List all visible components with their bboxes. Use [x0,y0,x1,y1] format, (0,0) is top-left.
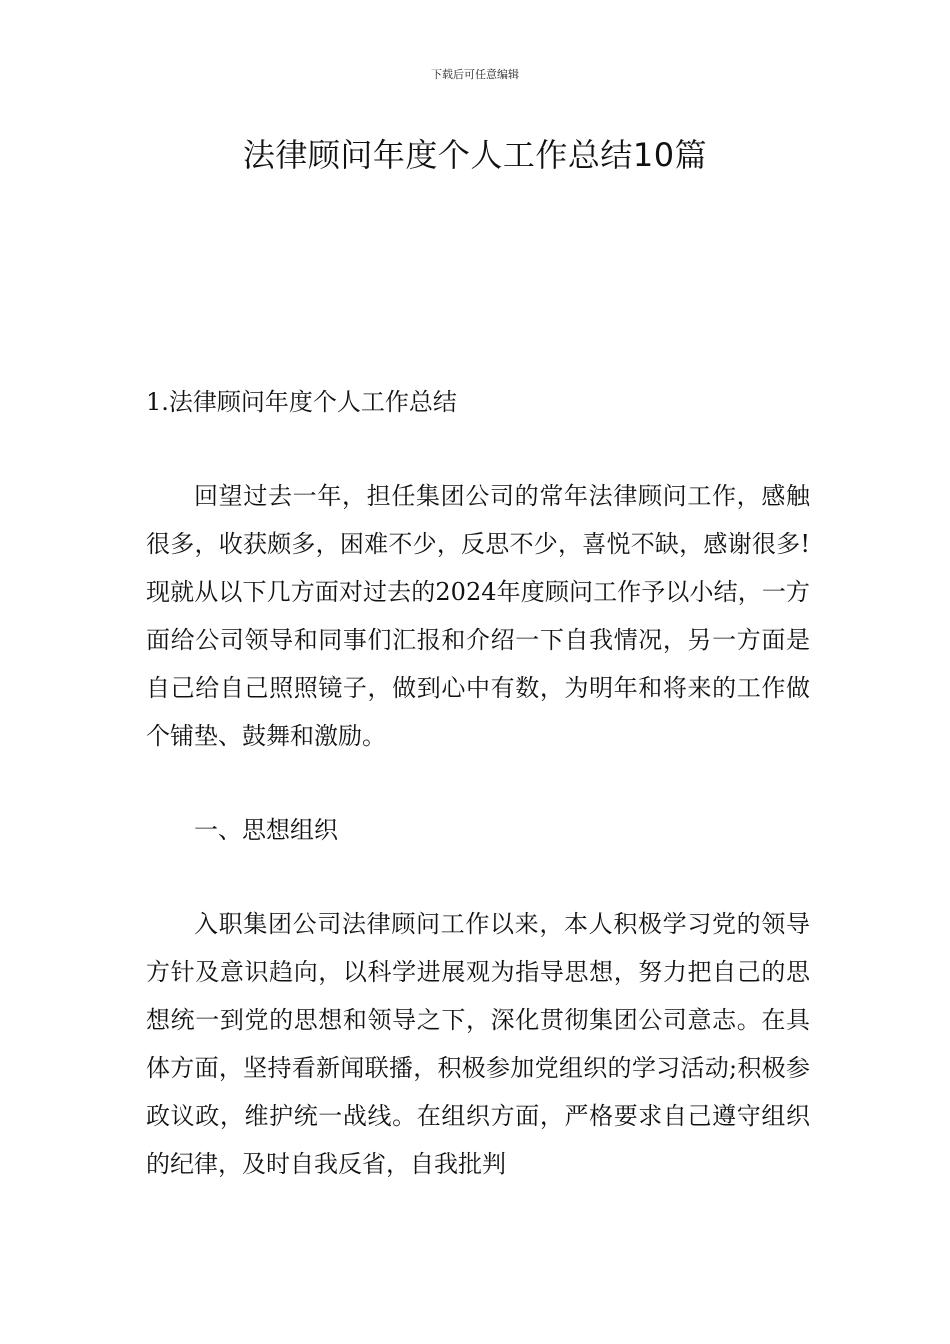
paragraph-intro: 回望过去一年，担任集团公司的常年法律顾问工作，感触很多，收获颇多，困难不少，反思不少，喜悦不缺，感谢很多!现就从以下几方面对过去的2024年度顾问工作予以小结，一方面给公司领导和同事们汇报和介绍一下自我情况，另一方面是自己给自己照照镜子，做到心中有数，为明年和将来的工作做个铺垫、鼓舞和激励。 [146,482,810,750]
paragraph-ideology: 入职集团公司法律顾问工作以来，本人积极学习党的领导方针及意识趋向，以科学进展观为指导思想，努力把自己的思想统一到党的思想和领导之下，深化贯彻集团公司意志。在具体方面，坚持看新闻联播，积极参加党组织的学习活动;积极参政议政，维护统一战线。在组织方面，严格要求自己遵守组织的纪律，及时自我反省，自我批判 [146,910,810,1178]
section-heading: 1.法律顾问年度个人工作总结 [146,388,457,416]
header-note: 下载后可任意编辑 [431,68,519,81]
subheading-ideology: 一、思想组织 [194,816,338,844]
document-title: 法律顾问年度个人工作总结10篇 [242,136,708,174]
document-body [146,378,810,1234]
